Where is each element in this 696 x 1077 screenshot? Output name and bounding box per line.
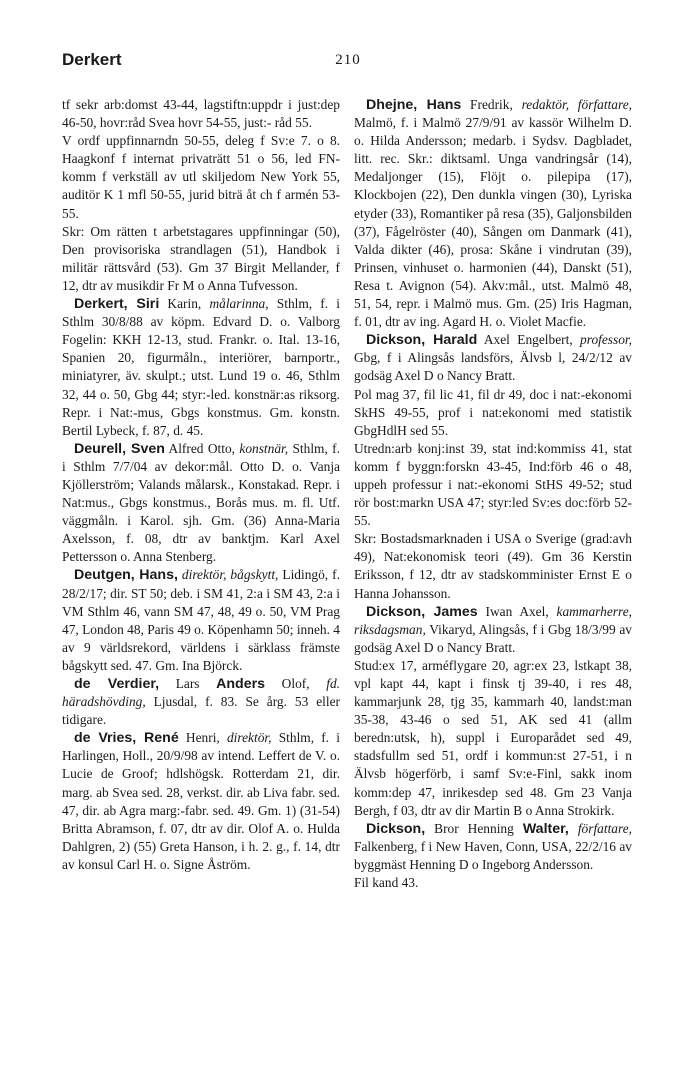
running-head: Derkert [62,50,122,69]
entry-name-emphasis: Walter, [522,820,569,837]
entry-given: Bror Henning [425,820,523,836]
entry-continuation [354,530,632,602]
entry-text: Vikaryd, Alingsås, f i Gbg 18/3/99 av godsäg Axel D o Nancy Bratt. [354,621,632,655]
entry-name: Derkert, Siri [74,296,160,313]
entry-name: Dickson, [366,820,426,837]
entry-text: Skr: Om rätten t arbetstagares uppfinningar (50), Den provisoriska strandlagen (51), Handbok i militär rättsvård (53). Gm 37 Birgit Mellander, f 12, dtr av musikdir Fr M o Anna Tufvesson. [62,223,340,293]
entry-given: Lars [159,676,217,691]
entry-role: författare, [568,820,632,836]
entry-continuation [62,223,340,295]
entry-given: Alfred Otto, [164,440,240,456]
entry-de-verdier [62,675,340,729]
entry-role: konstnär, [239,440,289,456]
entry-role: direktör, [226,730,272,746]
entry-text: Skr: Bostadsmarknaden i USA o Sverige (grad:avh 49), Nat:ekonomisk teori (49). Gm 36 Kerstin Eriksson, f 12, dtr av stadskomminister Ernst E o Hanna Johansson. [354,531,632,601]
entry-name: de Vries, René [74,730,179,747]
entry-role: fd. häradshövding, [62,676,340,710]
entry-name: de Verdier, [74,676,160,692]
entry-text: Gbg, f i Alingsås landsförs, Älvsb l, 24/2/12 av godsäg Axel D o Nancy Bratt. [354,350,632,384]
entry-text: Sthlm, f. i Sthlm 30/8/88 av köpm. Edvard D. o. Valborg Fogelin: KKH 12-13, stud. Frankr. o. Ital. 13-16, Spanien 20, figurmåln., interiörer, barnportr., miniatyrer, äv. skulpt.; utst. Lund 19 o. 46, Sthlm 32, 44 o. 50, Gbg 44; styr:-led. konstnär:as riksorg. Repr. i Nat:-mus, Gbgs konstmus. Gm. konstn. Bertil Lybeck, f. 87, d. 45. [62,296,340,438]
page-header [62,50,634,76]
left-column [62,96,340,874]
entry-text: Lidingö, f. 28/2/17; dir. ST 50; deb. i SM 41, 2:a i SM 43, 2:a i VM Sthlm 46, vann SM 47, 48, 49 o. 50, VM Prag 47, London 48, Paris 49 o. Köpenhamn 50; inneh. 4 av 9 världsrekord, världens i särklass främste bågskytt sed. 47. Gm. Ina Björck. [62,567,340,673]
entry-text: Fil kand 43. [354,875,419,891]
page-number: 210 [335,52,361,68]
entry-role: professor, [580,332,632,348]
entry-name: Deurell, Sven [74,440,165,457]
entry-given: Olof, [265,676,327,691]
entry-continuation [354,440,632,530]
entry-name-emphasis: Anders [216,676,266,692]
entry-continuation [354,657,632,820]
entry-role: målarinna, [209,296,269,312]
entry-role: redaktör, författare, [521,97,632,112]
right-column [354,96,632,892]
entry-dickson-walter [354,820,632,874]
entry-text: V ordf uppfinnarndn 50-55, deleg f Sv:e 7. o 8. Haagkonf f internat privaträtt 51 o 56, led FN-komm f verkställ av utl skiljedom New York 55, auditör K 1 mfl 50-55, jurid biträ åt ch f armén 53-55. [62,133,340,221]
entry-deurell-sven [62,440,340,567]
entry-given: Henri, [178,730,227,746]
entry-derkert-siri [62,295,340,440]
entry-given: Axel Engelbert, [477,332,581,348]
entry-text: Sthlm, f. i Harlingen, Holl., 20/9/98 av intend. Leffert de V. o. Lucie de Groof; hdlshögsk. Rotterdam 21, dir. marg. ab Svea sed. 28, verkst. dir. ab Liva fabr. sed. 47, dir. ab Agra marg:-fabr. sed. 49. Gm. 1) (31-54) Britta Abramson, f. 07, dtr av dir. Olof A. o. Hulda Dahlgren, 2) (55) Greta Hanson, i h. 2. g., f. 14, dtr av konsul Carl H. o. Signe Åström. [62,730,340,872]
entry-continuation [354,386,632,440]
entry-text: Stud:ex 17, arméflygare 20, agr:ex 23, lstkapt 38, vpl kapt 44, kapt i finsk tj 39-40, i res 48, kammarjunk 28, tjg 35, kammarh 40, landst:man 35-38, 43-46 o sed 51, AK sed 41 (allm beredn:utsk, h), suppl i Europarådet sed 49, stadsfullm sed 51, ordf i kommun:st 27-51, i n Älvsb högerförb, i samf Sv:e-Finl, sakk inom komm:dep 47, inrikesdep sed 48. Gm 23 Vanja Bergh, f 03, dtr av dir Martin B o Anna Strokirk. [354,657,632,818]
entry-given: Karin, [159,296,210,312]
entry-text: Pol mag 37, fil lic 41, fil dr 49, doc i nat:-ekonomi SkHS 49-55, prof i nat:ekonomi med statistik GbgHdlH sed 55. [354,386,632,438]
entry-role: direktör, bågskytt, [177,567,279,583]
entry-text: Sthlm, f. i Sthlm 7/7/04 av dekor:mål. Otto D. o. Vanja Kjöllerström; Valands målarsk., Konstakad. Repr. i Nat:mus., Gbgs konstmus., Borås mus. m. fl. Utf. väggmåln. i Karol. sjh. Gm. (36) Anna-Maria Axelsson, f. 08, dtr av banktjm. Karl Axel Pettersson o. Anna Stenberg. [62,440,340,565]
entry-text: Utredn:arb konj:inst 39, stat ind:kommiss 41, stat komm f byggn:forskn 43-45, Ind:förb 46 o 48, uppeh professur i nat:-ekonomi StHS 49-52; stud rör bost:markn USA 47; styr:led Sv:es doc:förb 52-55. [354,440,632,529]
entry-given: Fredrik, [461,97,522,112]
entry-text: tf sekr arb:domst 43-44, lagstiftn:uppdr i just:dep 46-50, hovr:råd Svea hovr 54-55, just:- råd 55. [62,97,340,131]
entry-name: Dhejne, Hans [366,97,462,113]
entry-name: Dickson, Harald [366,332,478,349]
entry-dickson-james [354,603,632,657]
entry-text: Falkenberg, f i New Haven, Conn, USA, 22/2/16 av byggmäst Henning D o Ingeborg Andersson. [354,838,632,872]
entry-de-vries-rene [62,729,340,874]
entry-dhejne-hans [354,96,632,331]
entry-dickson-harald [354,331,632,385]
entry-continuation [354,874,632,892]
entry-role: kammarherre, riksdagsman, [354,603,632,637]
entry-continuation [62,132,340,222]
entry-text: Ljusdal, f. 83. Se årg. 53 eller tidigare. [62,694,340,728]
entry-text: Malmö, f. i Malmö 27/9/91 av kassör Wilhelm D. o. Hilda Andersson; medarb. i Sydsv. Dagbladet, litt. rec. Skr.: diktsaml. Unga vandringsår (14), Medaljonger (15), Flöjt o. pilepipa (17), Klockbojen (22), Den dunkla vingen (30), Lyriska etyder (33), Romantiker på resa (35), Galjonsbilden (37), Fågelröster (40), Sången om Danmark (41), Valda dikter (46), prosa: Skåne i vindrutan (39), Prinsen, vinhuset o. harmonien (44), Danskt (51), Resa t. Avignon (54). Akv:mål., utst. Malmö 48, 51, 54, repr. i Malmö mus. Gm. (25) Iris Hagman, f. 01, dtr av ing. Agard H. o. Violet Macfie. [354,115,632,330]
entry-deutgen-hans [62,566,340,675]
entry-given: Iwan Axel, [477,603,557,619]
entry-continuation [62,96,340,132]
entry-name: Dickson, James [366,603,478,620]
entry-name: Deutgen, Hans, [74,567,178,584]
